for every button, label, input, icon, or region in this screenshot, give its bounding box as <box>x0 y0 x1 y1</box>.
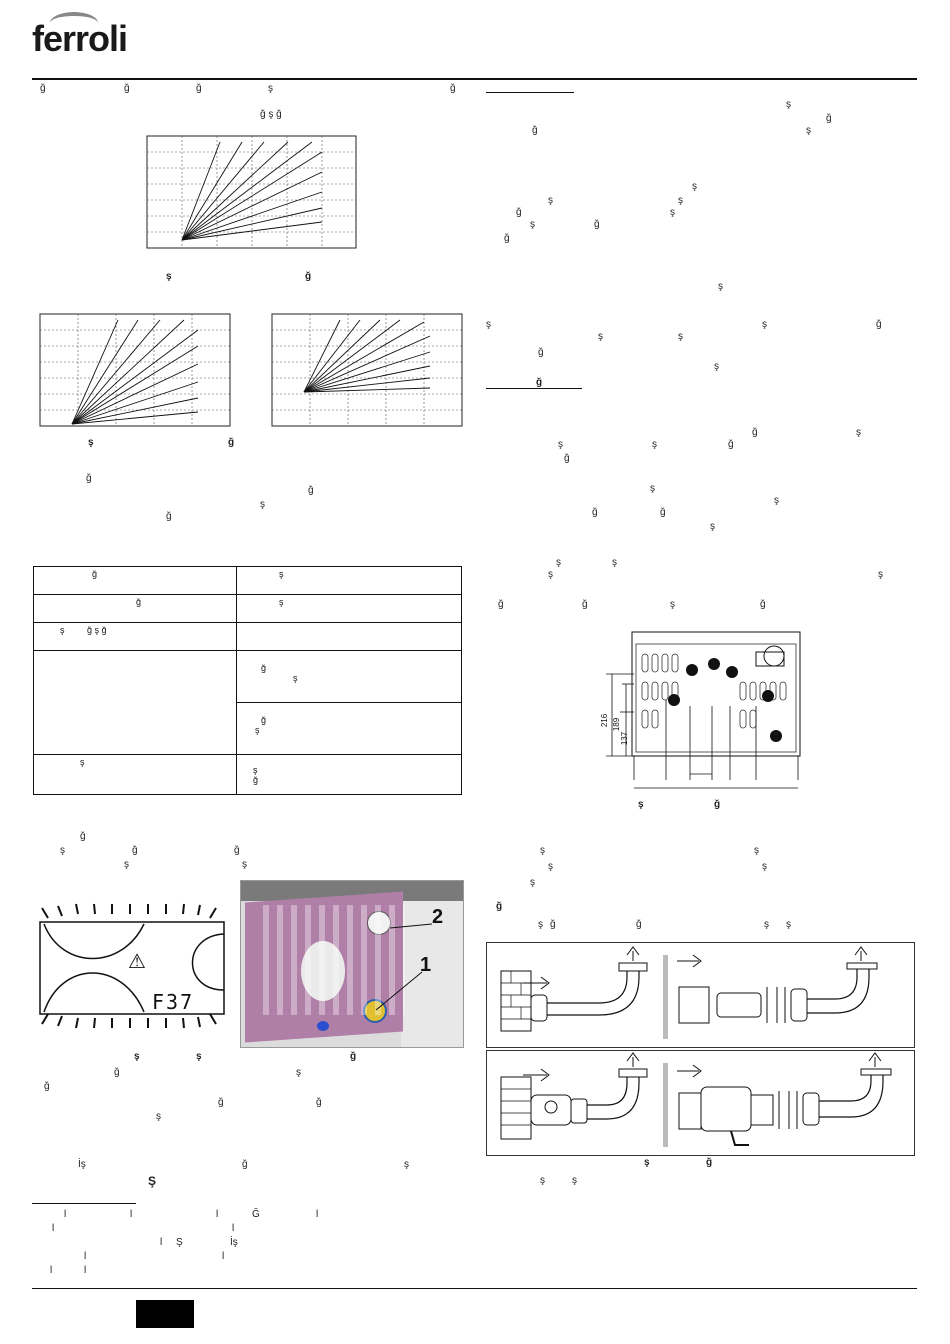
body-glyph: ş <box>156 1111 161 1122</box>
table-cell: ğ <box>34 567 237 595</box>
body-glyph: ş <box>486 319 491 330</box>
body-glyph: ş <box>530 877 535 888</box>
body-glyph: ğ <box>316 1097 322 1108</box>
table-cell: ğ ş <box>237 651 462 703</box>
chart-caption-glyph: ğ <box>305 271 312 282</box>
body-glyph: ş <box>548 569 553 580</box>
body-glyph: ğ <box>876 319 882 330</box>
body-glyph: ş <box>786 99 791 110</box>
table-cell <box>34 651 237 755</box>
body-glyph: ş <box>530 219 535 230</box>
body-glyph: ş <box>806 125 811 136</box>
spec-table <box>33 566 462 795</box>
body-glyph: ş <box>548 861 553 872</box>
footnote-glyph: l <box>130 1209 133 1220</box>
body-glyph: ş <box>296 1067 301 1078</box>
body-glyph: ş <box>678 331 683 342</box>
body-glyph: ğ <box>532 125 538 136</box>
body-glyph: ş <box>558 439 563 450</box>
pressure-chart-top <box>140 130 364 260</box>
body-glyph: Ş <box>148 1174 157 1188</box>
body-glyph: ğ <box>592 507 598 518</box>
footnote-glyph: l <box>50 1265 53 1276</box>
body-glyph: ğ <box>752 427 758 438</box>
body-glyph: ğ <box>582 599 588 610</box>
callout-2: 2 <box>432 906 444 928</box>
table-cell: ş <box>237 567 462 595</box>
body-glyph: ş <box>762 861 767 872</box>
body-glyph: ş <box>260 499 265 510</box>
body-glyph: İş <box>78 1159 86 1170</box>
body-glyph: ğ <box>496 901 503 912</box>
table-cell <box>237 623 462 651</box>
body-glyph: ş <box>572 1175 577 1186</box>
intro-glyph: ğ <box>450 83 456 94</box>
body-glyph: ş <box>404 1159 409 1170</box>
footnote-glyph: l <box>84 1251 87 1262</box>
body-glyph: ğ <box>44 1081 50 1092</box>
callout-arrows <box>370 910 440 1020</box>
footnote-glyph: l <box>316 1209 319 1220</box>
body-glyph: ş <box>714 361 719 372</box>
intro-glyph: ğ ş ğ <box>260 109 282 120</box>
table-cell: ğ <box>34 595 237 623</box>
pressure-chart-left <box>38 312 232 428</box>
callout-1: 1 <box>420 954 432 976</box>
figure-caption-glyph: ş <box>638 799 644 810</box>
body-glyph: ş <box>242 859 247 870</box>
body-glyph: ş <box>762 319 767 330</box>
intro-glyph: ş <box>268 83 273 94</box>
body-glyph: ğ <box>564 453 570 464</box>
body-glyph: ş <box>774 495 779 506</box>
warning-icon: ⚠ <box>128 951 146 973</box>
body-glyph: ş <box>540 845 545 856</box>
body-glyph: ş <box>670 599 675 610</box>
table-cell: ş ğ ş ğ <box>34 623 237 651</box>
body-glyph: ğ <box>132 845 138 856</box>
footnote-glyph: l <box>232 1223 235 1234</box>
body-glyph: ğ <box>218 1097 224 1108</box>
body-glyph: ş <box>538 919 543 930</box>
body-glyph: ğ <box>594 219 600 230</box>
body-glyph: ş <box>652 439 657 450</box>
body-glyph: ğ <box>166 511 172 522</box>
body-glyph: ğ <box>80 831 86 842</box>
body-glyph: ğ <box>636 919 642 930</box>
body-glyph: ş <box>692 181 697 192</box>
footnote-glyph: l <box>52 1223 55 1234</box>
section-heading-underline <box>486 92 574 93</box>
body-glyph: ş <box>856 427 861 438</box>
body-glyph: ş <box>548 195 553 206</box>
page-tab-marker <box>136 1300 194 1328</box>
body-glyph: ğ <box>308 485 314 496</box>
body-glyph: ğ <box>760 599 766 610</box>
body-glyph: ğ <box>550 919 556 930</box>
body-glyph: ğ <box>114 1067 120 1078</box>
chart-caption-glyph: ğ <box>228 437 235 448</box>
figure-caption-glyph: ş <box>644 1157 650 1168</box>
footnote-glyph: l <box>216 1209 219 1220</box>
body-glyph: ş <box>670 207 675 218</box>
table-cell: ş <box>34 755 237 795</box>
body-glyph: ğ <box>538 347 544 358</box>
header-rule <box>32 78 917 80</box>
footnote-glyph: İş <box>230 1237 238 1248</box>
body-glyph: ş <box>134 1051 140 1062</box>
figure-caption-glyph: ğ <box>714 799 721 810</box>
table-cell: ş <box>237 595 462 623</box>
body-glyph: ğ <box>498 599 504 610</box>
footnote-glyph: l <box>64 1209 67 1220</box>
body-glyph: ş <box>196 1051 202 1062</box>
intro-glyph: ğ <box>40 83 46 94</box>
footnote-rule <box>32 1203 136 1204</box>
body-glyph: ş <box>598 331 603 342</box>
section-heading-glyph: ğ <box>536 377 543 388</box>
body-glyph: ş <box>710 521 715 532</box>
body-glyph: ğ <box>234 845 240 856</box>
chart-caption-glyph: ş <box>166 271 172 282</box>
display-error-code: F37 <box>152 990 195 1014</box>
body-glyph: ş <box>650 483 655 494</box>
body-glyph: ş <box>754 845 759 856</box>
table-cell: ş ğ <box>237 755 462 795</box>
body-glyph: ğ <box>516 207 522 218</box>
body-glyph: ş <box>786 919 791 930</box>
body-glyph: ş <box>764 919 769 930</box>
piping-diagram-bottom <box>486 1050 915 1156</box>
section-heading-underline <box>486 388 582 389</box>
table-cell: ğ ş <box>237 703 462 755</box>
body-glyph: ş <box>60 845 65 856</box>
intro-glyph: ğ <box>124 83 130 94</box>
intro-glyph: ğ <box>196 83 202 94</box>
dimension-216: 216 <box>600 713 610 728</box>
body-glyph: ğ <box>86 473 92 484</box>
body-glyph: ğ <box>350 1051 357 1062</box>
footnote-glyph: Ğ <box>252 1209 260 1220</box>
boiler-connection-diagram <box>600 630 806 796</box>
body-glyph: ş <box>878 569 883 580</box>
footnote-glyph: l <box>84 1265 87 1276</box>
body-glyph: ğ <box>728 439 734 450</box>
piping-diagram-top <box>486 942 915 1048</box>
footnote-glyph: l <box>222 1251 225 1262</box>
body-glyph: ş <box>612 557 617 568</box>
brand-logo: ferroli <box>32 18 128 59</box>
body-glyph: ğ <box>660 507 666 518</box>
chart-caption-glyph: ş <box>88 437 94 448</box>
pressure-chart-right <box>270 312 464 428</box>
footnote-glyph: l <box>160 1237 163 1248</box>
footer-rule <box>32 1288 917 1289</box>
dimension-137: 137 <box>620 731 630 746</box>
body-glyph: ğ <box>826 113 832 124</box>
body-glyph: ş <box>718 281 723 292</box>
body-glyph: ş <box>556 557 561 568</box>
body-glyph: ş <box>124 859 129 870</box>
figure-caption-glyph: ğ <box>706 1157 713 1168</box>
dimension-189: 189 <box>612 717 622 732</box>
body-glyph: ğ <box>242 1159 248 1170</box>
body-glyph: ş <box>678 195 683 206</box>
footnote-glyph: Ş <box>176 1237 183 1248</box>
body-glyph: ğ <box>504 233 510 244</box>
body-glyph: ş <box>540 1175 545 1186</box>
